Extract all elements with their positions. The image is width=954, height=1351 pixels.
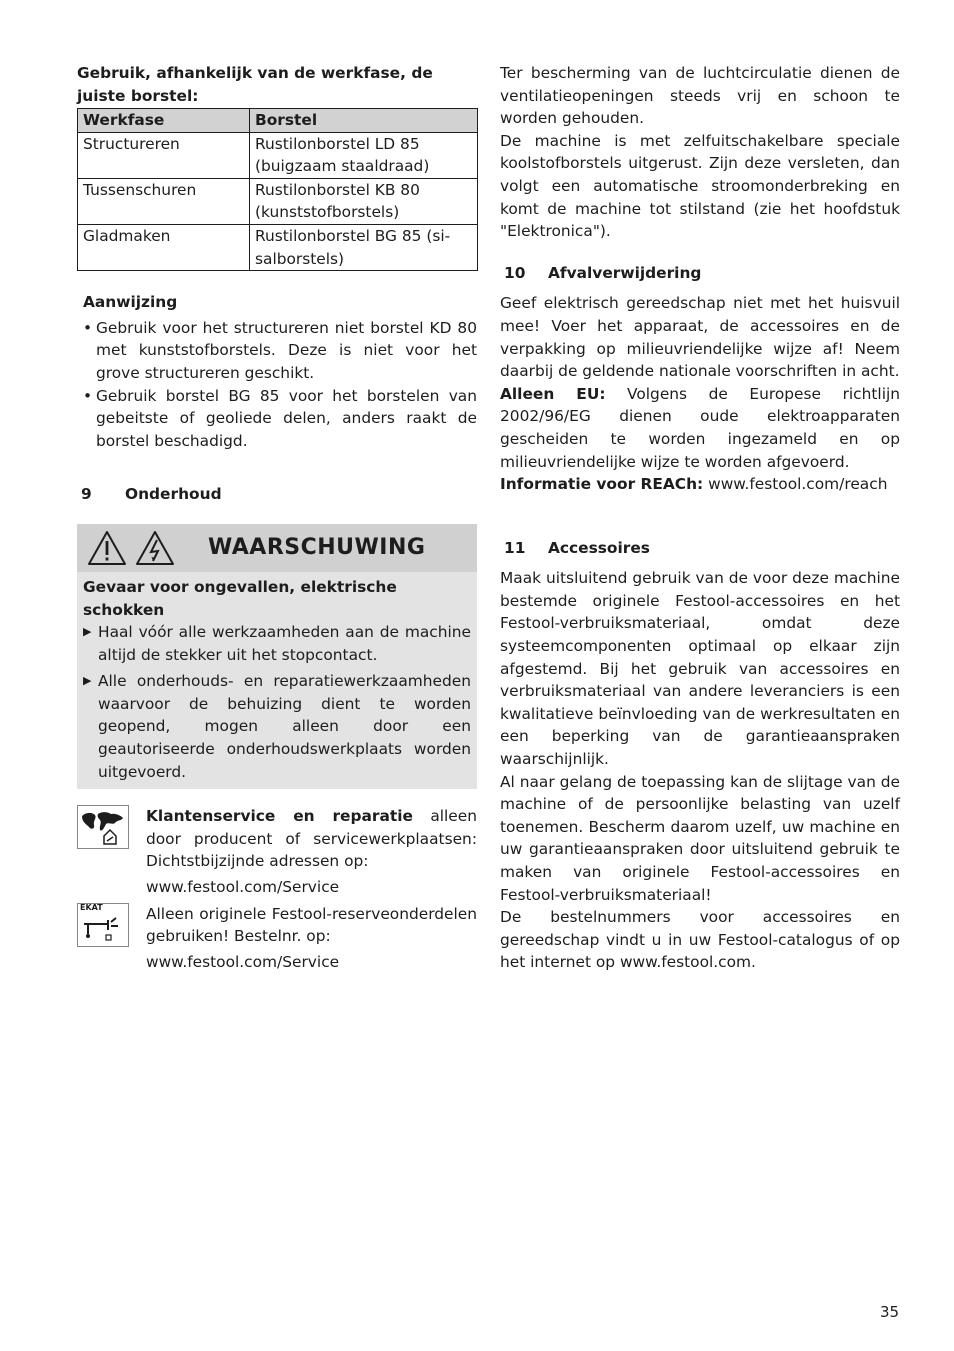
electric-shock-icon: [135, 530, 175, 566]
warning-header: [77, 524, 477, 572]
table-cell: Tussenschuren: [78, 178, 250, 224]
table-header-row: [78, 109, 478, 133]
service-bold: Klantenservice en reparatie: [146, 807, 413, 826]
spare-parts-text: [146, 903, 477, 974]
note-block: [83, 291, 477, 452]
list-item: [83, 621, 471, 666]
section-heading-9: [81, 483, 477, 506]
section-number: 9: [81, 485, 92, 504]
eu-text: Volgens de Europese richtlijn 2002/96/EG dienen oude elektroapparaten gescheiden te worden ingezameld en op milieuvriendelijke wijze te worden afgevoerd.: [500, 384, 900, 471]
paragraph: De bestelnummers voor accessoires en gereedschap vindt u in uw Festool-catalogus of op het internet op www.festool.com.: [500, 908, 900, 972]
table-row: [78, 224, 478, 270]
section-heading-11: [504, 537, 900, 560]
service-description: alleen door producent of servicewerkplaatsen: Dichtstbijzijnde adressen op:: [146, 807, 477, 871]
bullet-icon: •: [83, 318, 93, 337]
service-url-link[interactable]: www.festool.com/Service: [146, 878, 340, 897]
section-title: Afvalverwijdering: [548, 263, 702, 282]
reach-label: Informatie voor REACh:: [500, 475, 704, 494]
world-service-icon: [77, 805, 129, 849]
eu-label: Alleen EU:: [500, 384, 606, 403]
warning-box: [77, 524, 477, 789]
paragraph: Maak uitsluitend gebruik van de voor deze machine bestemde originele Festool-accessoires en het Festool-verbruiksmateriaal, omdat deze systeemcomponenten optimaal op elkaar zijn afgestemd. Bij het gebruik van accessoires en verbruiksmateriaal van andere leveranciers is een kwalitatieve beïnvloeding van de werkresultaten en een beperking van de garantieaanspraken waarschijnlijk.: [500, 569, 900, 769]
section-heading-10: [504, 262, 900, 285]
section-number: 11: [504, 538, 526, 557]
section-title: Accessoires: [548, 538, 650, 557]
paragraph: [500, 473, 900, 496]
note-item-text: Gebruik voor het structureren niet borstel KD 80 met kunststofborstels. Deze is niet voor het grove structureren geschikt.: [96, 318, 477, 382]
list-item: [83, 385, 477, 453]
paragraph: Ter bescherming van de luchtcirculatie dienen de ventilatieopeningen steeds vrij en schoon te worden gehouden.: [500, 64, 900, 128]
note-item-text: Gebruik borstel BG 85 voor het borstelen van gebeitste of geoliede delen, anders raakt de borstel beschadigd.: [96, 386, 477, 450]
spare-parts-url-link[interactable]: www.festool.com/Service: [146, 952, 340, 971]
right-column: [500, 62, 900, 974]
brush-intro-heading: Gebruik, afhankelijk van de werkfase, de juiste borstel:: [77, 64, 433, 105]
table-cell: Gladmaken: [78, 224, 250, 270]
warning-subtitle: Gevaar voor ongevallen, elektrische schokken: [83, 577, 397, 619]
note-title: Aanwijzing: [83, 293, 178, 312]
table-header-borstel: Borstel: [250, 109, 478, 133]
arrow-icon: ▶: [83, 625, 92, 639]
paragraph: De machine is met zelfuitschakelbare speciale koolstofborstels uitgerust. Zijn deze versleten, dan volgt een automatische stroomonderbreking en komt de machine tot stilstand (zie het hoofdstuk "Elektronica").: [500, 131, 900, 241]
arrow-icon: ▶: [83, 674, 92, 688]
warning-triangle-icon: [87, 530, 127, 566]
warning-item-text: Alle onderhouds- en reparatiewerkzaamheden waarvoor de behuizing dient te worden geopend, mogen alleen door een geautoriseerde onderhoudswerkplaats worden uitgevoerd.: [98, 672, 471, 781]
section-number: 10: [504, 263, 526, 282]
paragraph: Geef elektrisch gereedschap niet met het huisvuil mee! Voer het apparaat, de accessoires en de verpakking op milieuvriendelijke wijze af! Neem daarbij de geldende nationale voorschriften in acht.: [500, 294, 900, 381]
paragraph: [500, 383, 900, 473]
spare-parts-description: Alleen originele Festool-reserveonderdelen gebruiken! Bestelnr. op:: [146, 904, 477, 946]
table-cell: Rustilonborstel KB 80 (kunststofborstels): [250, 178, 478, 224]
warning-title: WAARSCHUWING: [208, 534, 426, 560]
bullet-icon: •: [83, 386, 93, 405]
list-item: [83, 317, 477, 385]
spare-parts-catalog-icon: [77, 903, 129, 947]
page-number: 35: [880, 1303, 900, 1321]
list-item: [83, 670, 471, 783]
left-column: [77, 62, 477, 973]
service-text: [146, 805, 477, 898]
table-cell: Rustilonborstel BG 85 (si-salborstels): [250, 224, 478, 270]
table-cell: Rustilonborstel LD 85 (buigzaam staaldraad): [250, 132, 478, 178]
table-row: [78, 178, 478, 224]
spare-parts-block: [77, 903, 477, 974]
section-title: Onderhoud: [125, 485, 222, 504]
paragraph: Al naar gelang de toepassing kan de slijtage van de machine of de persoonlijke belasting van uzelf toenemen. Bescherm daarom uzelf, uw machine en uw garantieaanspraken door uitsluitend gebruik te maken van originele Festool-accessoires en Festool-verbruiksmateriaal!: [500, 772, 900, 904]
table-row: [78, 132, 478, 178]
ekat-label: EKAT: [80, 902, 103, 912]
brush-table: [77, 108, 478, 271]
warning-item-text: Haal vóór alle werkzaamheden aan de machine altijd de stekker uit het stopcontact.: [98, 623, 471, 664]
table-cell: Structureren: [78, 132, 250, 178]
table-header-werkfase: Werkfase: [78, 109, 250, 133]
service-block: [77, 805, 477, 898]
reach-link[interactable]: www.festool.com/reach: [703, 475, 888, 494]
